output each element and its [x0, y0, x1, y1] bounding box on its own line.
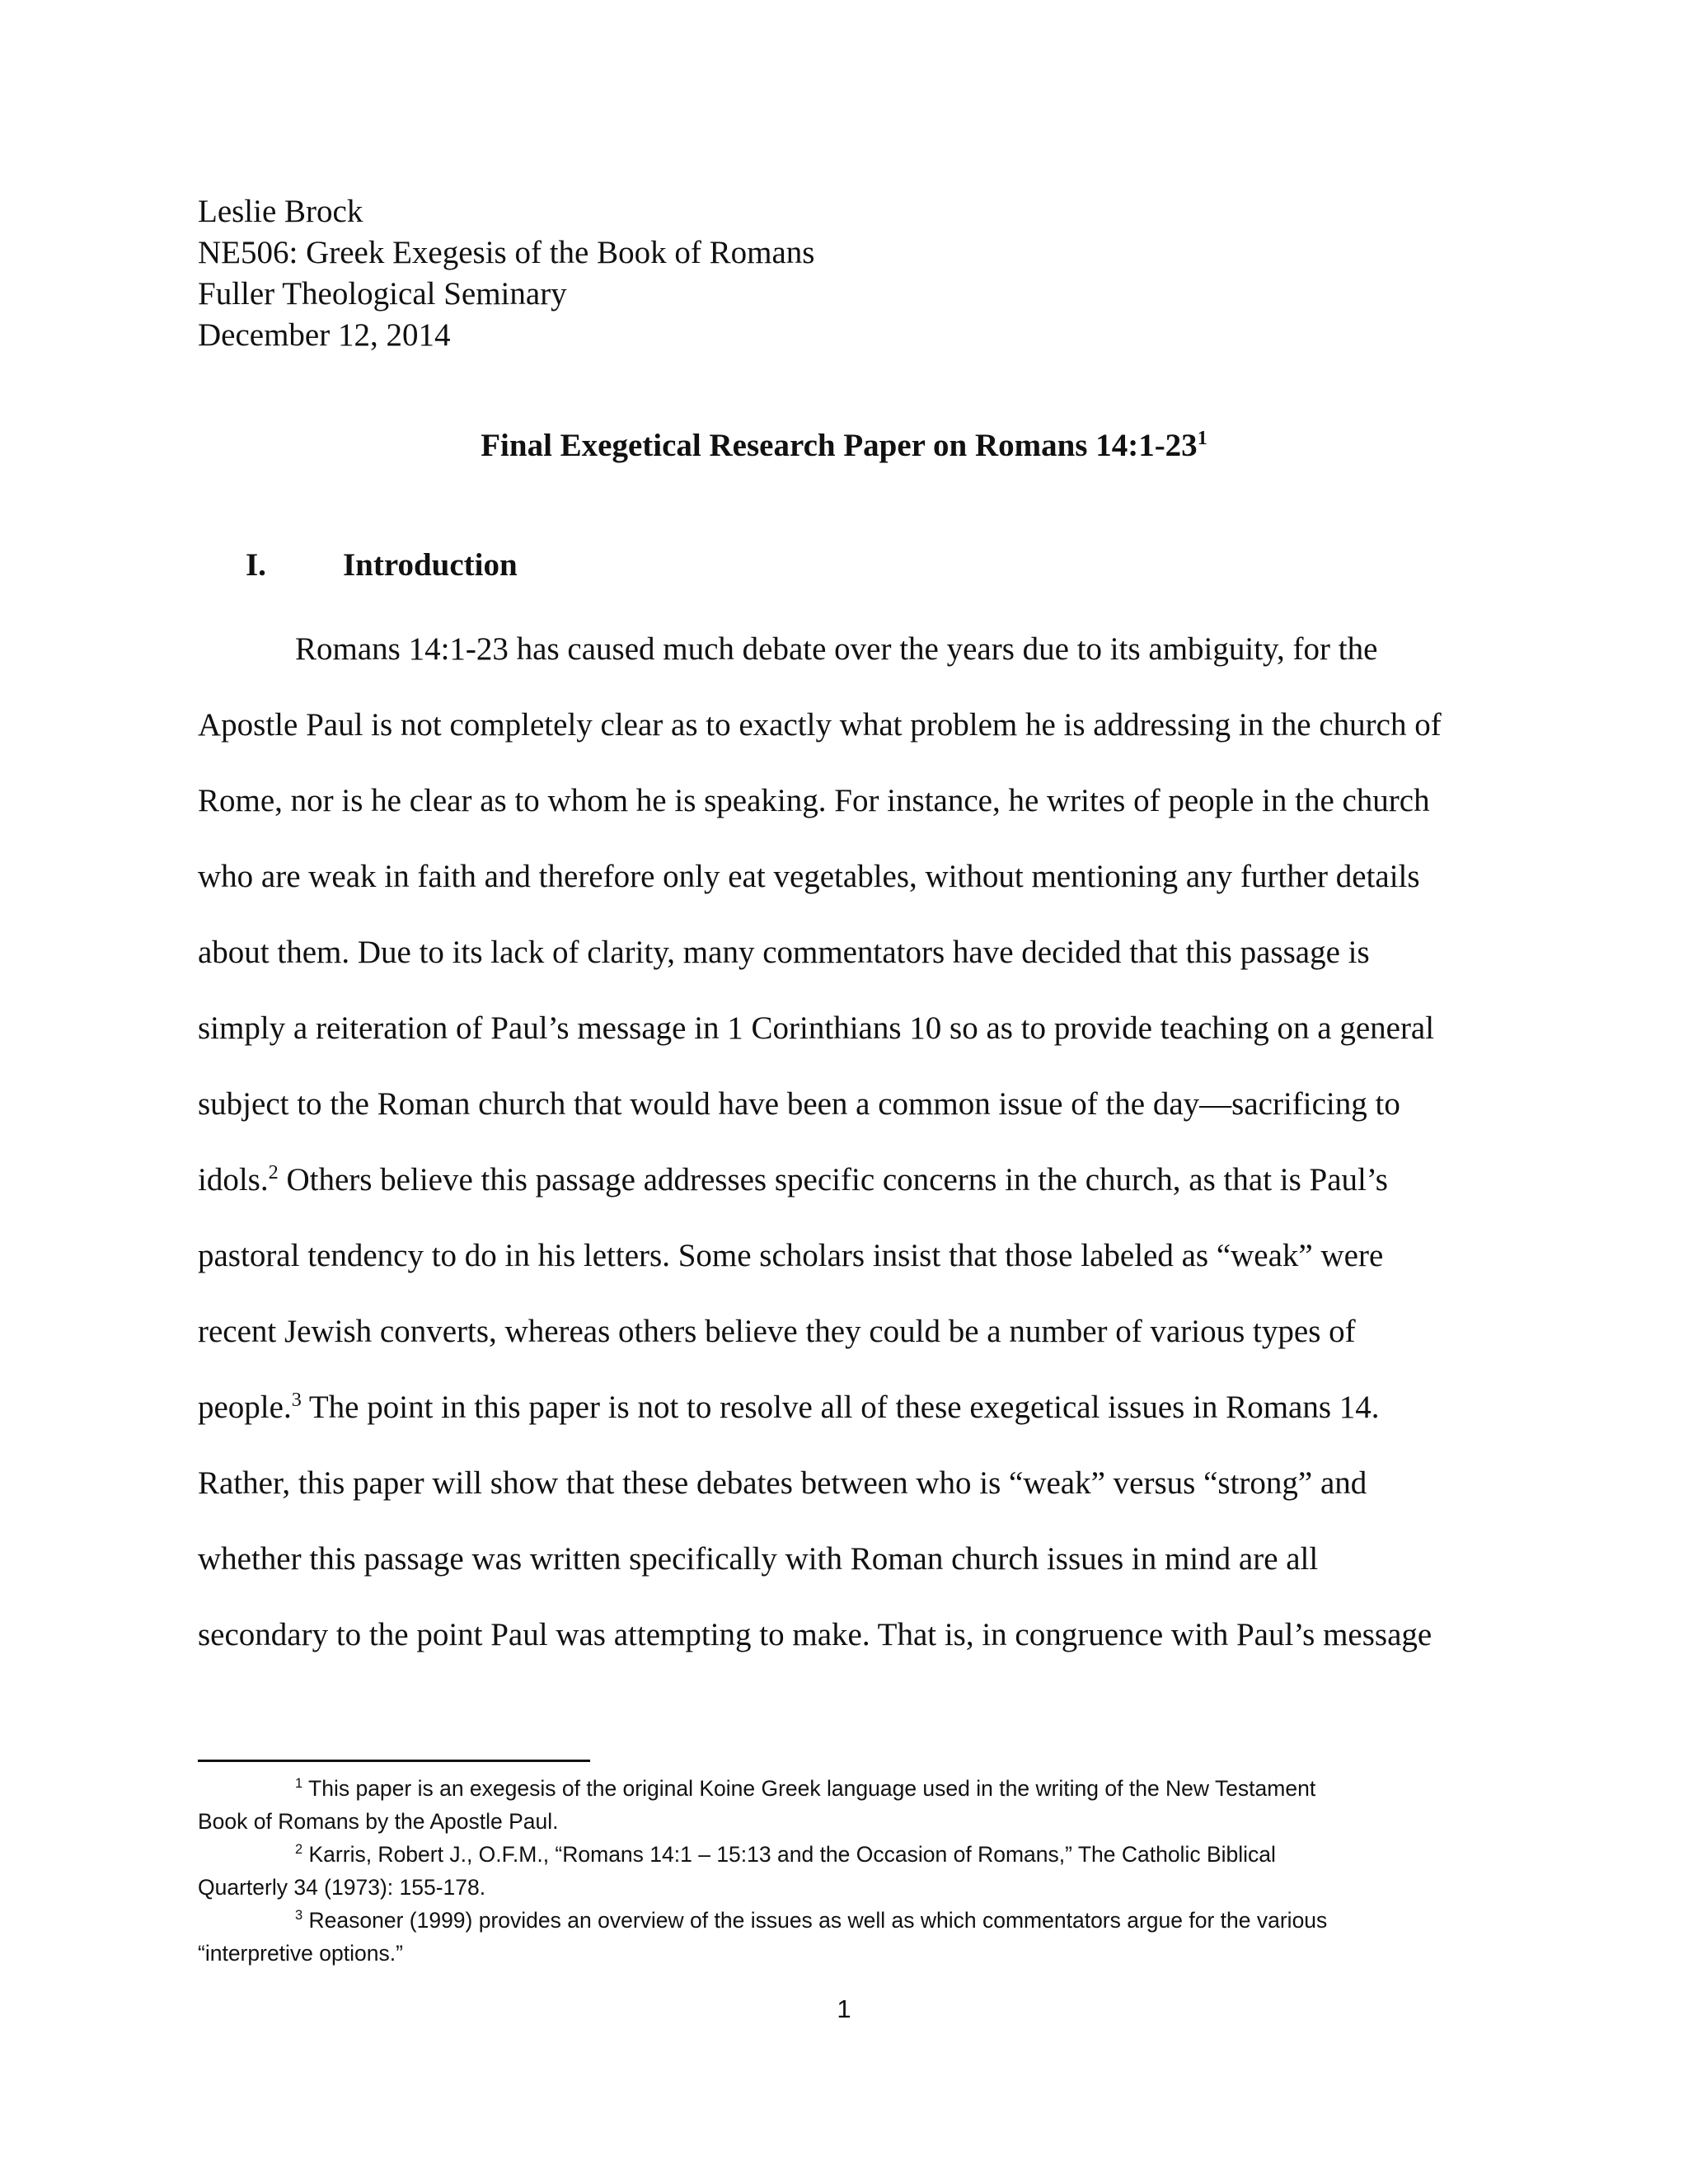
paper-title-text: Final Exegetical Research Paper on Romans 14:1-23 [481, 428, 1198, 463]
body-text-segment: Others believe this passage addresses specific concerns in the church, as that is Paul’s [278, 1162, 1388, 1197]
footnote-separator [198, 1760, 590, 1762]
author-name: Leslie Brock [198, 194, 363, 229]
body-line: recent Jewish converts, whereas others believe they could be a number of various types of [198, 1314, 1356, 1349]
footnote-text: Reasoner (1999) provides an overview of the issues as well as which commentators argue for the various [302, 1908, 1328, 1933]
body-line: subject to the Roman church that would have been a common issue of the day—sacrificing to [198, 1086, 1400, 1122]
footnote-number: 1 [295, 1776, 303, 1792]
body-line: whether this passage was written specifically with Roman church issues in mind are all [198, 1541, 1319, 1577]
paper-date: December 12, 2014 [198, 317, 451, 353]
body-line: Rather, this paper will show that these debates between who is “weak” versus “strong” and [198, 1465, 1367, 1501]
body-text-segment: The point in this paper is not to resolve all of these exegetical issues in Romans 14. [301, 1390, 1380, 1425]
body-line: Apostle Paul is not completely clear as to exactly what problem he is addressing in the church of [198, 707, 1442, 743]
institution-name: Fuller Theological Seminary [198, 276, 567, 312]
footnote-text: Book of Romans by the Apostle Paul. [198, 1809, 559, 1834]
footnote-number: 3 [295, 1908, 303, 1924]
body-line: who are weak in faith and therefore only eat vegetables, without mentioning any further details [198, 859, 1420, 894]
body-text-segment: idols. [198, 1162, 269, 1197]
body-line: about them. Due to its lack of clarity, many commentators have decided that this passage is [198, 935, 1370, 970]
footnote-2 [198, 1838, 1500, 1871]
paper-title [0, 427, 1688, 464]
body-line: pastoral tendency to do in his letters. Some scholars insist that those labeled as “weak” were [198, 1238, 1384, 1273]
footnote-text: “interpretive options.” [198, 1941, 403, 1966]
body-line [198, 1370, 1484, 1446]
body-line [198, 1142, 1484, 1218]
body-text-segment: people. [198, 1390, 292, 1425]
footnote-ref-1[interactable]: 1 [1197, 427, 1207, 449]
section-title: Introduction [343, 547, 518, 583]
author-header-block [198, 191, 814, 356]
footnote-text: This paper is an exegesis of the original Koine Greek language used in the writing of the New Testament [302, 1776, 1316, 1801]
footnote-number: 2 [295, 1842, 303, 1858]
footnotes-block [198, 1772, 1500, 1970]
footnote-ref-2[interactable]: 2 [268, 1161, 279, 1183]
course-name: NE506: Greek Exegesis of the Book of Romans [198, 235, 815, 270]
section-heading [246, 546, 518, 583]
footnote-ref-3[interactable]: 3 [291, 1389, 302, 1411]
body-line: Rome, nor is he clear as to whom he is speaking. For instance, he writes of people in the church [198, 783, 1430, 818]
body-line: simply a reiteration of Paul’s message in 1 Corinthians 10 so as to provide teaching on a general [198, 1010, 1435, 1046]
footnote-3 [198, 1904, 1500, 1937]
page-number: 1 [837, 1994, 851, 2023]
section-number: I. [246, 547, 266, 583]
footnote-1 [198, 1772, 1500, 1805]
footnote-text: Quarterly 34 (1973): 155-178. [198, 1875, 486, 1900]
footnote-text: Karris, Robert J., O.F.M., “Romans 14:1 – 15:13 and the Occasion of Romans,” The Catholic Biblical [302, 1842, 1276, 1867]
body-line: Romans 14:1-23 has caused much debate over the years due to its ambiguity, for the [295, 631, 1378, 667]
body-line: secondary to the point Paul was attempting to make. That is, in congruence with Paul’s message [198, 1617, 1432, 1652]
body-paragraph [198, 612, 1484, 1673]
